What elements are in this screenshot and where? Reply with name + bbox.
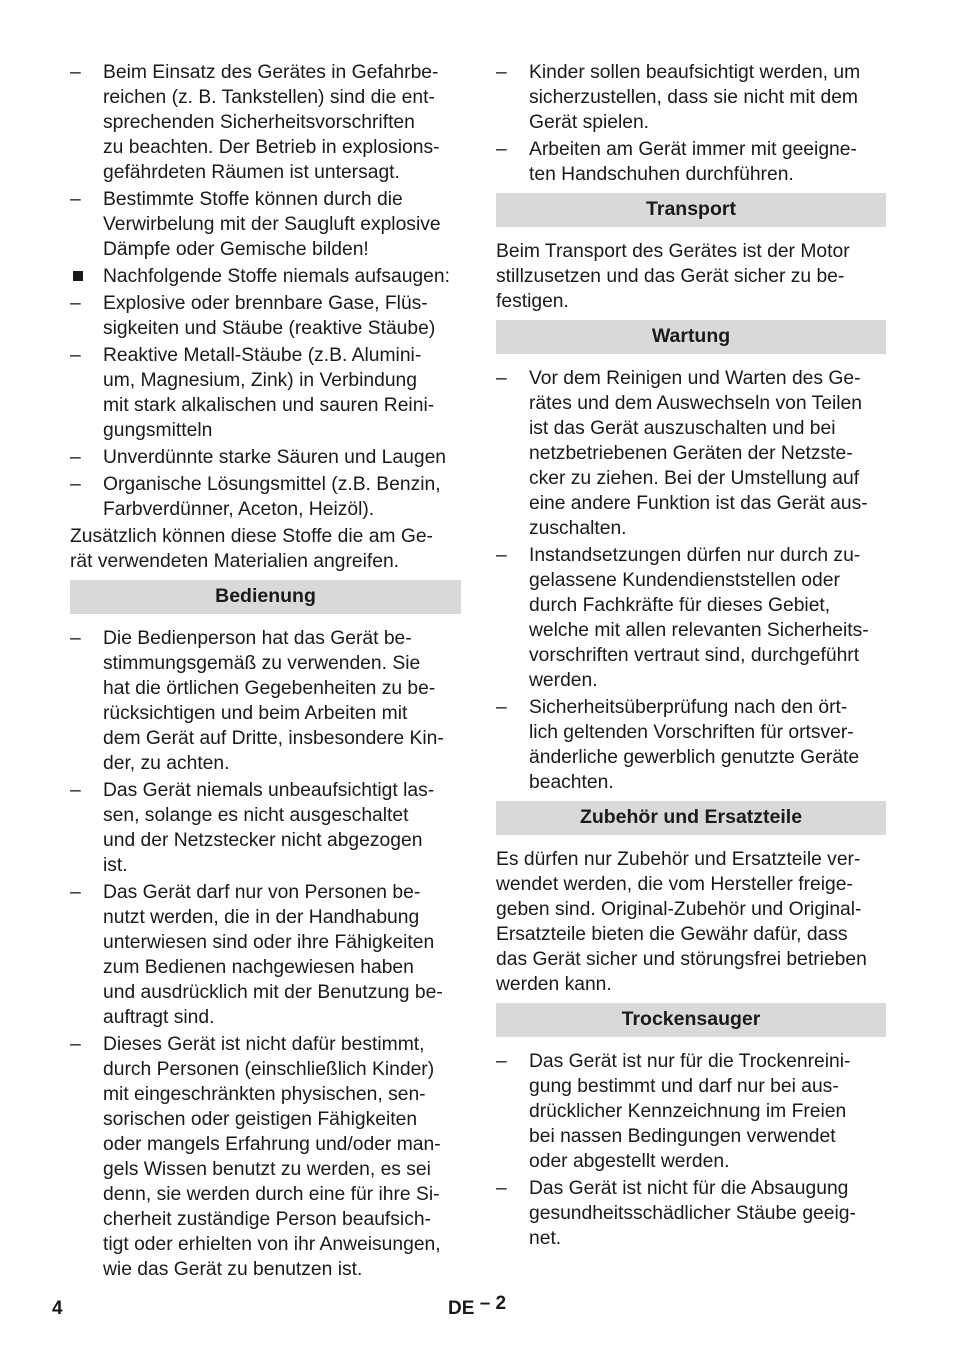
text-line: Beim Transport des Gerätes ist der Motor	[496, 241, 850, 262]
list-item-text	[103, 60, 461, 185]
text-line: werden.	[529, 670, 598, 691]
list-item-text	[529, 1049, 886, 1174]
list-item-text	[103, 445, 461, 470]
text-line: Die Bedienperson hat das Gerät be-	[103, 628, 412, 649]
text-line: Sicherheitsüberprüfung nach den ört-	[529, 697, 848, 718]
list-item	[70, 264, 461, 289]
dash-bullet: –	[70, 62, 81, 83]
text-line: und der Netzstecker nicht abgezogen	[103, 830, 423, 851]
text-line: wie das Gerät zu benutzen ist.	[103, 1259, 363, 1280]
left-paragraph	[70, 524, 461, 574]
text-line: Das Gerät darf nur von Personen be-	[103, 882, 421, 903]
language-page-label	[448, 1293, 507, 1321]
list-item-text	[529, 366, 886, 541]
text-line: und ausdrücklich mit der Benutzung be-	[103, 982, 443, 1003]
text-line: gungsmitteln	[103, 420, 213, 441]
text-line: beachten.	[529, 772, 614, 793]
text-line: welche mit allen relevanten Sicherheits-	[529, 620, 869, 641]
section-heading-wartung: Wartung	[496, 320, 886, 354]
text-line: auftragt sind.	[103, 1007, 215, 1028]
text-line: ist.	[103, 855, 128, 876]
list-item	[496, 1176, 886, 1251]
page-number: 4	[52, 1298, 63, 1319]
text-line: zu beachten. Der Betrieb in explosions-	[103, 137, 440, 158]
text-line: cherheit zuständige Person beaufsich-	[103, 1209, 431, 1230]
text-line: lich geltenden Vorschriften für ortsver-	[529, 722, 854, 743]
text-line: durch Personen (einschließlich Kinder)	[103, 1059, 435, 1080]
text-line: Das Gerät ist nur für die Trockenreini-	[529, 1051, 851, 1072]
dash-bullet: –	[496, 62, 507, 83]
text-line: vorschriften vertraut sind, durchgeführt	[529, 645, 860, 666]
list-item	[70, 60, 461, 185]
text-line: Das Gerät ist nicht für die Absaugung	[529, 1178, 849, 1199]
zubehoer-paragraph	[496, 847, 886, 997]
section-heading-bedienung: Bedienung	[70, 580, 461, 614]
list-item-text	[103, 626, 461, 776]
text-line: cker zu ziehen. Bei der Umstellung auf	[529, 468, 860, 489]
list-item	[70, 778, 461, 878]
text-line: unterwiesen sind oder ihre Fähigkeiten	[103, 932, 435, 953]
list-item	[70, 472, 461, 522]
text-line: stimmungsgemäß zu verwenden. Sie	[103, 653, 421, 674]
list-item	[496, 137, 886, 187]
list-item	[496, 543, 886, 693]
text-line: sigkeiten und Stäube (reaktive Stäube)	[103, 318, 436, 339]
list-item-text	[103, 291, 461, 341]
section-heading-zubehoer: Zubehör und Ersatzteile	[496, 801, 886, 835]
list-item-text	[103, 472, 461, 522]
list-item	[70, 880, 461, 1030]
list-item	[70, 291, 461, 341]
text-line: Das Gerät niemals unbeaufsichtigt las-	[103, 780, 435, 801]
text-line: eine andere Funktion ist das Gerät aus-	[529, 493, 868, 514]
text-line: Farbverdünner, Aceton, Heizöl).	[103, 499, 375, 520]
text-line: Arbeiten am Gerät immer mit geeigne-	[529, 139, 857, 160]
wartung-list	[496, 366, 886, 795]
list-item	[496, 1049, 886, 1174]
language-code: DE	[448, 1298, 475, 1319]
right-list-1	[496, 60, 886, 187]
sub-page-number: 2	[495, 1293, 507, 1314]
left-column	[70, 60, 461, 1284]
list-item	[70, 187, 461, 262]
text-line: net.	[529, 1228, 562, 1249]
text-line: der, zu achten.	[103, 753, 230, 774]
text-line: sorischen oder geistigen Fähigkeiten	[103, 1109, 418, 1130]
text-line: Beim Einsatz des Gerätes in Gefahrbe-	[103, 62, 439, 83]
list-item	[70, 445, 461, 470]
text-line: festigen.	[496, 291, 569, 312]
text-line: gung bestimmt und darf nur bei aus-	[529, 1076, 839, 1097]
text-line: Dämpfe oder Gemische bilden!	[103, 239, 369, 260]
text-line: gefährdeten Räumen ist untersagt.	[103, 162, 400, 183]
dash-bullet: –	[496, 545, 507, 566]
bedienung-list	[70, 626, 461, 1282]
left-list-1	[70, 60, 461, 522]
text-line: mit eingeschränkten physischen, sen-	[103, 1084, 426, 1105]
text-line: Organische Lösungsmittel (z.B. Benzin,	[103, 474, 441, 495]
dash-bullet: –	[70, 1034, 81, 1055]
text-line: Explosive oder brennbare Gase, Flüs-	[103, 293, 428, 314]
list-item	[70, 626, 461, 776]
dash-bullet: –	[70, 189, 81, 210]
list-item-text	[529, 695, 886, 795]
text-line: änderliche gewerblich genutzte Geräte	[529, 747, 860, 768]
text-line: Verwirbelung mit der Saugluft explosive	[103, 214, 441, 235]
text-line: um, Magnesium, Zink) in Verbindung	[103, 370, 418, 391]
text-line: reichen (z. B. Tankstellen) sind die ent-	[103, 87, 435, 108]
list-item-text	[103, 880, 461, 1030]
text-line: stillzusetzen und das Gerät sicher zu be-	[496, 266, 845, 287]
section-heading-trockensauger: Trockensauger	[496, 1003, 886, 1037]
list-item	[496, 366, 886, 541]
text-line: Reaktive Metall-Stäube (z.B. Alumini-	[103, 345, 422, 366]
dash-bullet: –	[70, 345, 81, 366]
text-line: sen, solange es nicht ausgeschaltet	[103, 805, 409, 826]
list-item	[496, 60, 886, 135]
text-line: denn, sie werden durch eine für ihre Si-	[103, 1184, 440, 1205]
dash-bullet: –	[70, 882, 81, 903]
dash-bullet: –	[70, 474, 81, 495]
text-line: sicherzustellen, dass sie nicht mit dem	[529, 87, 858, 108]
text-line: bei nassen Bedingungen verwendet	[529, 1126, 836, 1147]
transport-paragraph	[496, 239, 886, 314]
text-line: Zusätzlich können diese Stoffe die am Ge-	[70, 526, 433, 547]
text-line: durch Fachkräfte für dieses Gebiet,	[529, 595, 831, 616]
text-line: Nachfolgende Stoffe niemals aufsaugen:	[103, 266, 450, 287]
text-line: Instandsetzungen dürfen nur durch zu-	[529, 545, 861, 566]
dash-bullet: –	[496, 368, 507, 389]
list-item-text	[103, 343, 461, 443]
text-line: hat die örtlichen Gegebenheiten zu be-	[103, 678, 436, 699]
text-line: geben sind. Original-Zubehör und Original-	[496, 899, 862, 920]
text-line: sprechenden Sicherheitsvorschriften	[103, 112, 415, 133]
text-line: gelassene Kundendienststellen oder	[529, 570, 840, 591]
trockensauger-list	[496, 1049, 886, 1251]
text-line: Bestimmte Stoffe können durch die	[103, 189, 403, 210]
text-line: das Gerät sicher und störungsfrei betrieben	[496, 949, 867, 970]
text-line: gels Wissen benutzt zu werden, es sei	[103, 1159, 431, 1180]
text-line: wendet werden, die vom Hersteller freige-	[496, 874, 853, 895]
text-line: werden kann.	[496, 974, 612, 995]
dash-bullet: –	[496, 139, 507, 160]
text-line: Kinder sollen beaufsichtigt werden, um	[529, 62, 861, 83]
list-item	[496, 695, 886, 795]
text-line: ten Handschuhen durchführen.	[529, 164, 794, 185]
section-heading-transport: Transport	[496, 193, 886, 227]
text-line: Vor dem Reinigen und Warten des Ge-	[529, 368, 861, 389]
text-line: oder abgestellt werden.	[529, 1151, 730, 1172]
dash-bullet: –	[70, 780, 81, 801]
list-item-text	[103, 1032, 461, 1282]
text-line: Unverdünnte starke Säuren und Laugen	[103, 447, 447, 468]
list-item-text	[529, 1176, 886, 1251]
text-line: Es dürfen nur Zubehör und Ersatzteile ver-	[496, 849, 861, 870]
text-line: zum Bedienen nachgewiesen haben	[103, 957, 414, 978]
list-item-text	[103, 187, 461, 262]
text-line: dem Gerät auf Dritte, insbesondere Kin-	[103, 728, 444, 749]
text-line: nutzt werden, die in der Handhabung	[103, 907, 420, 928]
text-line: rücksichtigen und beim Arbeiten mit	[103, 703, 408, 724]
dash-bullet: –	[496, 1178, 507, 1199]
dash-bullet: –	[70, 628, 81, 649]
list-item	[70, 343, 461, 443]
text-line: gesundheitsschädlicher Stäube geeig-	[529, 1203, 856, 1224]
list-item	[70, 1032, 461, 1282]
dash-bullet: –	[70, 447, 81, 468]
text-line: Ersatzteile bieten die Gewähr dafür, dass	[496, 924, 848, 945]
list-item-text	[529, 543, 886, 693]
text-line: ist das Gerät auszuschalten und bei	[529, 418, 836, 439]
text-line: drücklicher Kennzeichnung im Freien	[529, 1101, 847, 1122]
list-item-text	[103, 778, 461, 878]
text-line: mit stark alkalischen und sauren Reini-	[103, 395, 435, 416]
text-line: oder mangels Erfahrung und/oder man-	[103, 1134, 441, 1155]
text-line: Gerät spielen.	[529, 112, 650, 133]
text-line: rät verwendeten Materialien angreifen.	[70, 551, 400, 572]
text-line: netzbetriebenen Geräten der Netzste-	[529, 443, 853, 464]
page-separator: –	[479, 1293, 491, 1314]
text-line: zuschalten.	[529, 518, 627, 539]
dash-bullet: –	[70, 293, 81, 314]
list-item-text	[529, 137, 886, 187]
dash-bullet: –	[496, 697, 507, 718]
text-line: tigt oder erhielten von ihr Anweisungen,	[103, 1234, 441, 1255]
list-item-text	[529, 60, 886, 135]
right-column	[496, 60, 886, 1253]
text-line: Dieses Gerät ist nicht dafür bestimmt,	[103, 1034, 425, 1055]
list-item-text	[103, 264, 461, 289]
dash-bullet: –	[496, 1051, 507, 1072]
text-line: rätes und dem Auswechseln von Teilen	[529, 393, 862, 414]
